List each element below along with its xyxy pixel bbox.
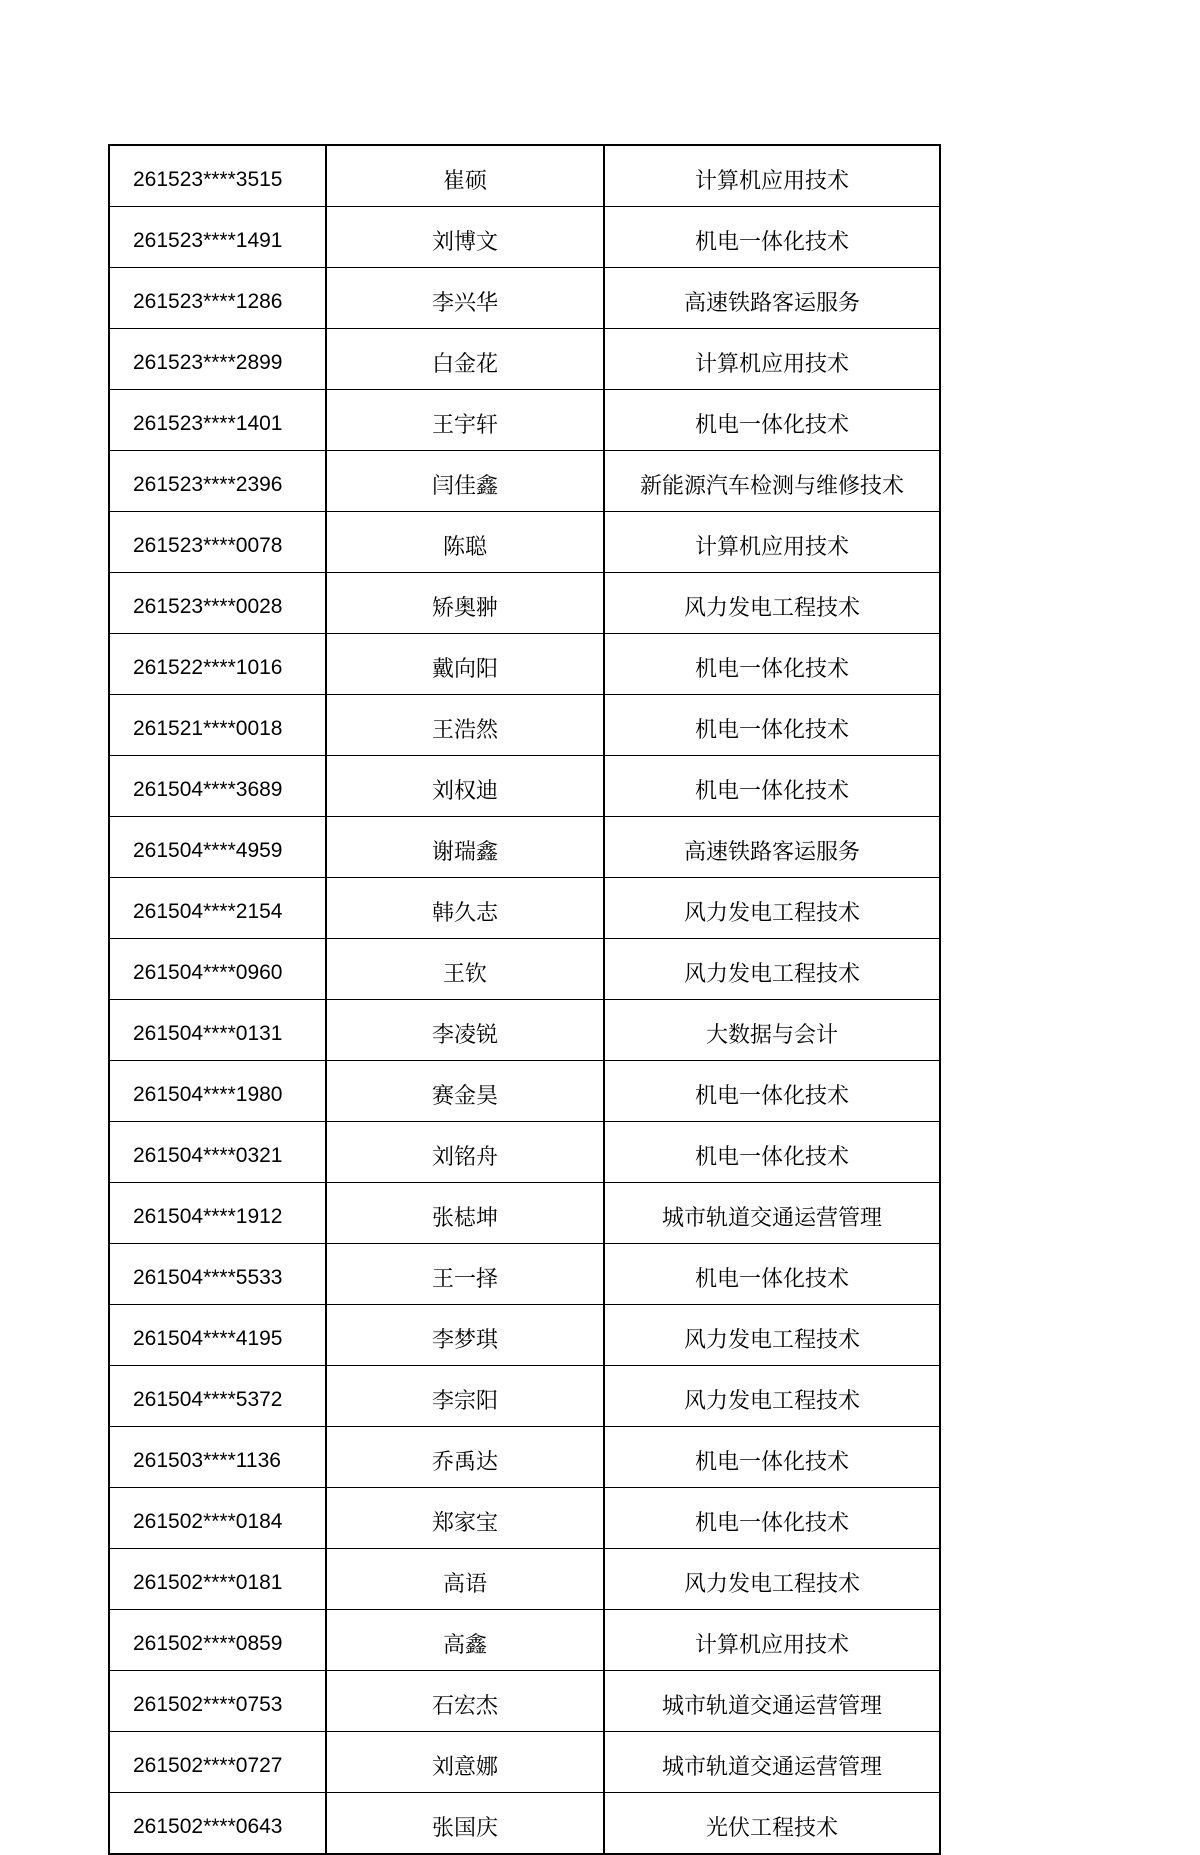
table-row <box>109 1793 940 1855</box>
student-name-cell: 乔禹达 <box>326 1427 604 1488</box>
student-id-cell: 261504****1912 <box>109 1183 326 1244</box>
student-id-cell: 261502****0184 <box>109 1488 326 1549</box>
major-cell: 机电一体化技术 <box>604 756 940 817</box>
student-name-cell: 戴向阳 <box>326 634 604 695</box>
student-name-cell: 李梦琪 <box>326 1305 604 1366</box>
table-row <box>109 1122 940 1183</box>
student-name-cell: 石宏杰 <box>326 1671 604 1732</box>
major-cell: 城市轨道交通运营管理 <box>604 1732 940 1793</box>
student-name-cell: 刘意娜 <box>326 1732 604 1793</box>
table-row <box>109 451 940 512</box>
table-row <box>109 512 940 573</box>
table-row <box>109 390 940 451</box>
student-id-cell: 261502****0181 <box>109 1549 326 1610</box>
roster-table-body <box>109 145 940 1854</box>
major-cell: 高速铁路客运服务 <box>604 817 940 878</box>
student-name-cell: 刘铭舟 <box>326 1122 604 1183</box>
major-cell: 机电一体化技术 <box>604 634 940 695</box>
table-row <box>109 1732 940 1793</box>
table-row <box>109 1488 940 1549</box>
major-cell: 高速铁路客运服务 <box>604 268 940 329</box>
student-id-cell: 261503****1136 <box>109 1427 326 1488</box>
student-id-cell: 261504****0321 <box>109 1122 326 1183</box>
student-name-cell: 高语 <box>326 1549 604 1610</box>
table-row <box>109 207 940 268</box>
major-cell: 风力发电工程技术 <box>604 939 940 1000</box>
student-name-cell: 陈聪 <box>326 512 604 573</box>
major-cell: 风力发电工程技术 <box>604 1549 940 1610</box>
student-id-cell: 261523****2899 <box>109 329 326 390</box>
table-row <box>109 1305 940 1366</box>
student-name-cell: 韩久志 <box>326 878 604 939</box>
major-cell: 机电一体化技术 <box>604 1427 940 1488</box>
student-id-cell: 261502****0643 <box>109 1793 326 1855</box>
student-name-cell: 王浩然 <box>326 695 604 756</box>
student-name-cell: 赛金昊 <box>326 1061 604 1122</box>
table-row <box>109 1183 940 1244</box>
table-row <box>109 268 940 329</box>
major-cell: 风力发电工程技术 <box>604 1366 940 1427</box>
student-name-cell: 李宗阳 <box>326 1366 604 1427</box>
student-id-cell: 261504****3689 <box>109 756 326 817</box>
major-cell: 计算机应用技术 <box>604 145 940 207</box>
student-name-cell: 王宇轩 <box>326 390 604 451</box>
student-id-cell: 261523****0078 <box>109 512 326 573</box>
student-id-cell: 261504****0131 <box>109 1000 326 1061</box>
major-cell: 风力发电工程技术 <box>604 1305 940 1366</box>
student-name-cell: 张国庆 <box>326 1793 604 1855</box>
table-row <box>109 1244 940 1305</box>
student-name-cell: 刘博文 <box>326 207 604 268</box>
student-id-cell: 261502****0859 <box>109 1610 326 1671</box>
student-id-cell: 261504****4959 <box>109 817 326 878</box>
major-cell: 机电一体化技术 <box>604 1061 940 1122</box>
table-row <box>109 329 940 390</box>
table-row <box>109 1610 940 1671</box>
table-row <box>109 573 940 634</box>
student-id-cell: 261504****2154 <box>109 878 326 939</box>
student-id-cell: 261504****5372 <box>109 1366 326 1427</box>
student-id-cell: 261504****1980 <box>109 1061 326 1122</box>
student-name-cell: 李凌锐 <box>326 1000 604 1061</box>
student-id-cell: 261504****4195 <box>109 1305 326 1366</box>
student-name-cell: 崔硕 <box>326 145 604 207</box>
table-row <box>109 145 940 207</box>
table-row <box>109 1671 940 1732</box>
table-row <box>109 1549 940 1610</box>
major-cell: 机电一体化技术 <box>604 695 940 756</box>
table-row <box>109 817 940 878</box>
major-cell: 机电一体化技术 <box>604 390 940 451</box>
major-cell: 计算机应用技术 <box>604 1610 940 1671</box>
major-cell: 机电一体化技术 <box>604 207 940 268</box>
table-row <box>109 634 940 695</box>
major-cell: 风力发电工程技术 <box>604 573 940 634</box>
student-id-cell: 261523****1286 <box>109 268 326 329</box>
major-cell: 机电一体化技术 <box>604 1488 940 1549</box>
student-name-cell: 郑家宝 <box>326 1488 604 1549</box>
student-id-cell: 261523****2396 <box>109 451 326 512</box>
major-cell: 光伏工程技术 <box>604 1793 940 1855</box>
major-cell: 大数据与会计 <box>604 1000 940 1061</box>
student-name-cell: 白金花 <box>326 329 604 390</box>
student-id-cell: 261523****1491 <box>109 207 326 268</box>
table-row <box>109 1366 940 1427</box>
table-row <box>109 1000 940 1061</box>
student-name-cell: 矫奥翀 <box>326 573 604 634</box>
student-id-cell: 261502****0753 <box>109 1671 326 1732</box>
major-cell: 计算机应用技术 <box>604 512 940 573</box>
student-id-cell: 261523****3515 <box>109 145 326 207</box>
roster-table <box>108 144 941 1855</box>
major-cell: 风力发电工程技术 <box>604 878 940 939</box>
table-row <box>109 1427 940 1488</box>
student-id-cell: 261504****5533 <box>109 1244 326 1305</box>
student-name-cell: 刘权迪 <box>326 756 604 817</box>
major-cell: 城市轨道交通运营管理 <box>604 1183 940 1244</box>
student-name-cell: 王钦 <box>326 939 604 1000</box>
student-id-cell: 261521****0018 <box>109 695 326 756</box>
student-name-cell: 李兴华 <box>326 268 604 329</box>
table-row <box>109 695 940 756</box>
major-cell: 机电一体化技术 <box>604 1244 940 1305</box>
student-id-cell: 261523****0028 <box>109 573 326 634</box>
student-name-cell: 闫佳鑫 <box>326 451 604 512</box>
student-id-cell: 261522****1016 <box>109 634 326 695</box>
student-name-cell: 谢瑞鑫 <box>326 817 604 878</box>
table-row <box>109 1061 940 1122</box>
student-name-cell: 张梽坤 <box>326 1183 604 1244</box>
student-id-cell: 261523****1401 <box>109 390 326 451</box>
table-row <box>109 939 940 1000</box>
student-id-cell: 261502****0727 <box>109 1732 326 1793</box>
major-cell: 计算机应用技术 <box>604 329 940 390</box>
table-row <box>109 756 940 817</box>
major-cell: 城市轨道交通运营管理 <box>604 1671 940 1732</box>
student-name-cell: 王一择 <box>326 1244 604 1305</box>
student-id-cell: 261504****0960 <box>109 939 326 1000</box>
major-cell: 新能源汽车检测与维修技术 <box>604 451 940 512</box>
student-name-cell: 高鑫 <box>326 1610 604 1671</box>
table-row <box>109 878 940 939</box>
major-cell: 机电一体化技术 <box>604 1122 940 1183</box>
